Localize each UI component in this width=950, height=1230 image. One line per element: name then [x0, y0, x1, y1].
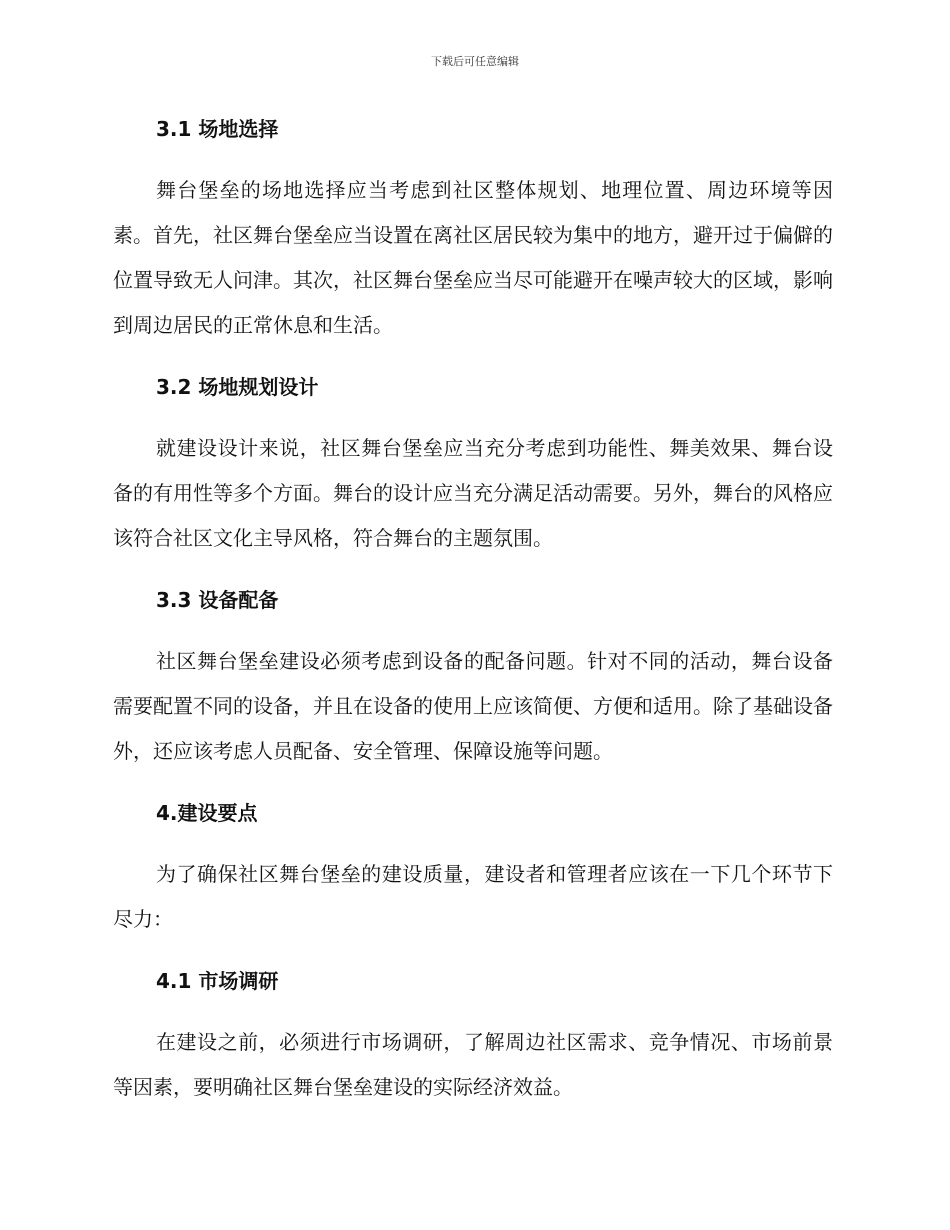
section-paragraph-4-1: 在建设之前，必须进行市场调研，了解周边社区需求、竞争情况、市场前景等因素，要明确社区舞台堡垒建设的实际经济效益。: [113, 1030, 833, 1099]
section-paragraph-3-3: 社区舞台堡垒建设必须考虑到设备的配备问题。针对不同的活动，舞台设备需要配置不同的设备，并且在设备的使用上应该简便、方便和适用。除了基础设备外，还应该考虑人员配备、安全管理、保障设施等问题。: [113, 649, 833, 763]
document-body: [113, 111, 833, 1110]
section-paragraph-4: 为了确保社区舞台堡垒的建设质量，建设者和管理者应该在一下几个环节下尽力：: [113, 862, 833, 931]
section-paragraph-3-1: 舞台堡垒的场地选择应当考虑到社区整体规划、地理位置、周边环境等因素。首先，社区舞台堡垒应当设置在离社区居民较为集中的地方，避开过于偏僻的位置导致无人问津。其次，社区舞台堡垒应当尽可能避开在噪声较大的区域，影响到周边居民的正常休息和生活。: [113, 178, 833, 337]
section-heading-4: 4.建设要点: [156, 801, 258, 825]
section-heading-3-1: 3.1 场地选择: [156, 117, 279, 141]
section-heading-3-2: 3.2 场地规划设计: [156, 375, 319, 399]
page-header-note: 下载后可任意编辑: [431, 55, 519, 68]
section-paragraph-3-2: 就建设设计来说，社区舞台堡垒应当充分考虑到功能性、舞美效果、舞台设备的有用性等多个方面。舞台的设计应当充分满足活动需要。另外，舞台的风格应该符合社区文化主导风格，符合舞台的主题氛围。: [113, 436, 833, 550]
section-heading-3-3: 3.3 设备配备: [156, 588, 279, 612]
section-heading-4-1: 4.1 市场调研: [156, 969, 279, 993]
